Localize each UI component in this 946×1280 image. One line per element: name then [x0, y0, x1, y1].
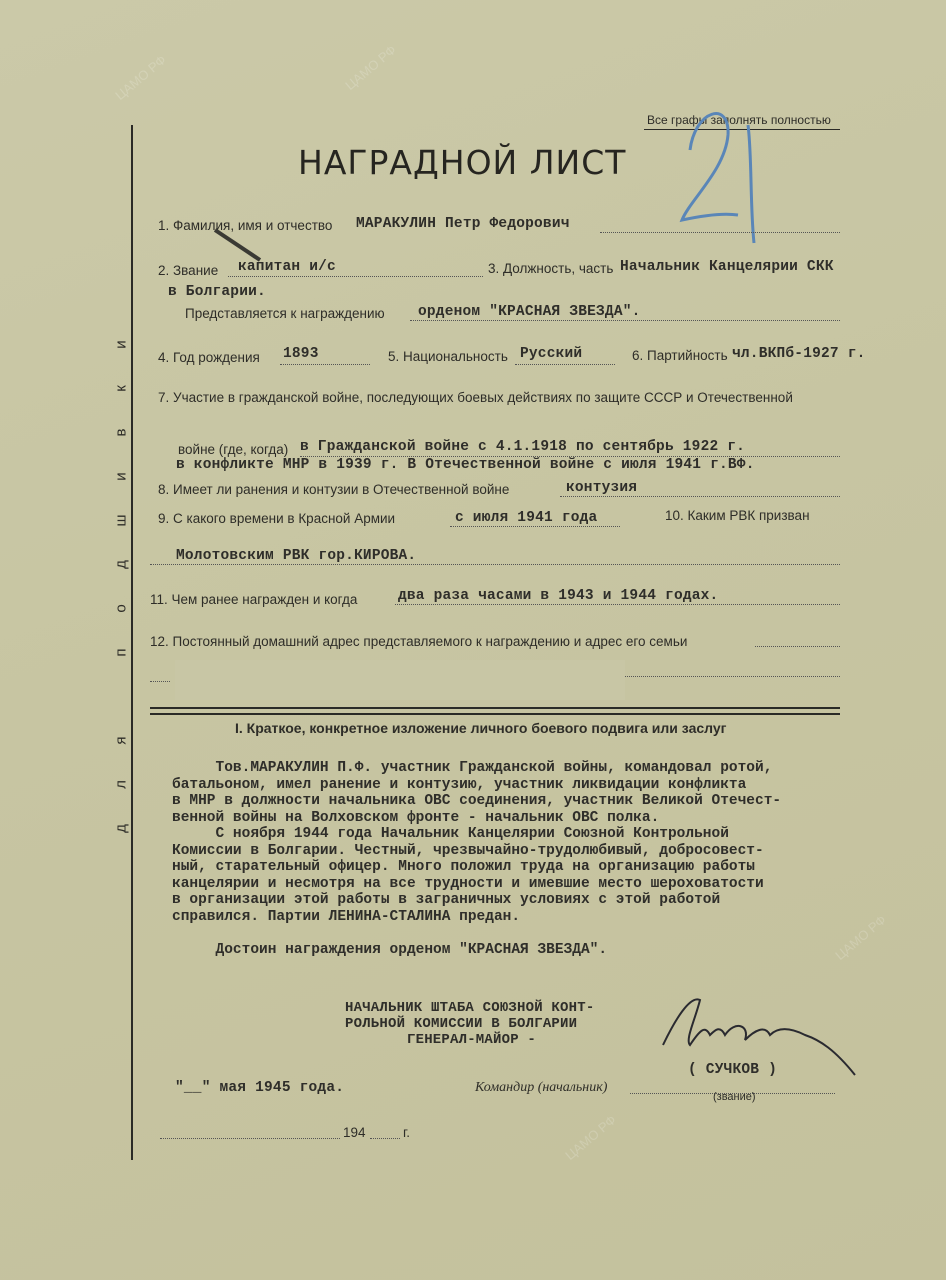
watermark: ЦАМО РФ [832, 912, 889, 963]
divider [150, 707, 840, 709]
signer-title-line-1: НАЧАЛЬНИК ШТАБА СОЮЗНОЙ КОНТ- [345, 1000, 595, 1016]
field-7-value-line-2: в конфликте МНР в 1939 г. В Отечественной войне с июля 1941 г.ВФ. [176, 457, 755, 473]
margin-letter: ш [112, 514, 130, 527]
margin-letter: д [112, 824, 130, 833]
margin-letter: в [112, 428, 130, 437]
field-9-value: с июля 1941 года [455, 510, 598, 526]
field-5-value: Русский [520, 346, 583, 362]
signer-name: ( СУЧКОВ ) [688, 1062, 778, 1078]
field-10-label: 10. Каким РВК призван [665, 508, 810, 523]
field-3-value-cont: в Болгарии. [168, 284, 266, 300]
award-value: орденом "КРАСНАЯ ЗВЕЗДА". [418, 304, 641, 320]
handwritten-number-21 [670, 95, 780, 255]
field-2-value: капитан и/с [238, 259, 336, 275]
rank-caption: (звание) [713, 1091, 756, 1103]
signature-date: "__" мая 1945 года. [175, 1080, 345, 1096]
field-7-value-line-1: в Гражданской войне с 4.1.1918 по сентябрь 1922 г. [300, 439, 746, 455]
field-6-label: 6. Партийность [632, 348, 728, 363]
field-1-value: МАРАКУЛИН Петр Федорович [356, 216, 570, 232]
margin-letter: д [112, 560, 130, 569]
field-9-label: 9. С какого времени в Красной Армии [158, 511, 396, 526]
field-12-label: 12. Постоянный домашний адрес представляемого к награждению и адрес его семьи [150, 634, 688, 649]
date-blank-year: 194 [343, 1125, 366, 1140]
field-6-value: чл.ВКПб-1927 г. [732, 346, 866, 362]
binding-margin-line [131, 125, 133, 1160]
date-blank-suffix: г. [403, 1125, 411, 1140]
field-1-label: 1. Фамилия, имя и отчество [158, 218, 333, 233]
margin-letter: к [112, 385, 130, 392]
margin-letter: и [112, 340, 130, 349]
field-11-label: 11. Чем ранее награжден и когда [150, 592, 358, 607]
field-3-label: 3. Должность, часть [488, 261, 614, 276]
margin-letter: и [112, 472, 130, 481]
signer-title-line-2: РОЛЬНОЙ КОМИССИИ В БОЛГАРИИ [345, 1016, 578, 1032]
divider [150, 713, 840, 715]
margin-letter: о [112, 604, 130, 613]
fill-all-fields-note: Все графы заполнять полностью [647, 113, 831, 127]
page-title: НАГРАДНОЙ ЛИСТ [298, 143, 627, 182]
field-2-label: 2. Звание [158, 263, 219, 278]
field-4-label: 4. Год рождения [158, 350, 260, 365]
watermark: ЦАМО РФ [342, 42, 399, 93]
signer-title-line-3: ГЕНЕРАЛ-МАЙОР - [407, 1032, 537, 1048]
margin-letter: п [112, 648, 130, 657]
watermark: ЦАМО РФ [112, 52, 169, 103]
field-8-value: контузия [566, 480, 638, 496]
margin-letter: я [112, 736, 130, 745]
field-5-label: 5. Национальность [388, 349, 508, 364]
field-11-value: два раза часами в 1943 и 1944 годах. [398, 588, 719, 604]
section-1-heading: I. Краткое, конкретное изложение личного боевого подвига или заслуг [235, 720, 727, 736]
redacted-address [175, 660, 625, 700]
section-1-text: Тов.МАРАКУЛИН П.Ф. участник Гражданской войны, командовал ротой, батальоном, имел ранение и контузию, участник ликвидации конфликта в МНР в должности начальника ОВС соединения, участник Великой Отечест- венной войны на Волховском фронте - начальник ОВС полка. С ноября 1944 года Начальник Канцелярии Союзной Контрольной Комиссии в Болгарии. Честный, чрезвычайно-трудолюбивый, добросовест- ный, старательный офицер. Много положил труда на организацию работы канцелярии и несмотря на все трудности и имевшие место шероховатости в организации этой работы в заграничных условиях с этой работой справился. Партии ЛЕНИНА-СТАЛИНА предан. Достоин награждения орденом "КРАСНАЯ ЗВЕЗДА". [172, 760, 782, 958]
margin-letter: л [112, 780, 130, 789]
commander-label: Командир (начальник) [475, 1080, 608, 1095]
field-3-value: Начальник Канцелярии СКК [620, 259, 834, 275]
field-10-value: Молотовским РВК гор.КИРОВА. [176, 548, 417, 564]
watermark: ЦАМО РФ [562, 1112, 619, 1163]
field-8-label: 8. Имеет ли ранения и контузии в Отечественной войне [158, 482, 510, 497]
field-4-value: 1893 [283, 346, 319, 362]
field-7-label: 7. Участие в гражданской войне, последующих боевых действиях по защите СССР и Отечественной [158, 390, 793, 405]
field-7-label-cont: войне (где, когда) [178, 442, 289, 457]
award-label: Представляется к награждению [185, 306, 385, 321]
